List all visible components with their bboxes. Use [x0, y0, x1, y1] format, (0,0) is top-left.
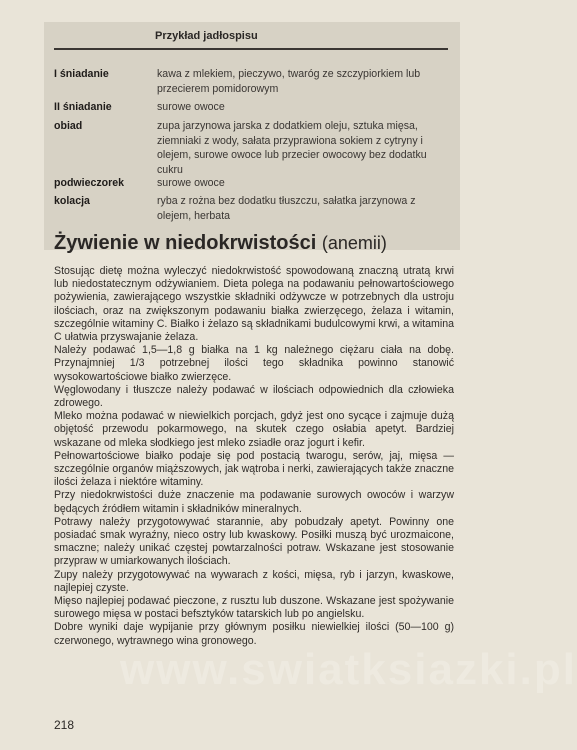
paragraph: Mięso najlepiej podawać pieczone, z rusztu lub duszone. Wskazane jest spożywanie surowego mięsa w postaci befsztyków tatarskich lub po angielsku. [54, 595, 454, 621]
menu-row-label: kolacja [54, 195, 90, 207]
paragraph: Przy niedokrwistości duże znaczenie ma podawanie surowych owoców i warzyw będących źródłem witamin i składników mineralnych. [54, 489, 454, 515]
menu-row-desc: surowe owoce [157, 177, 225, 189]
menu-row [54, 194, 454, 224]
menu-row-desc: zupa jarzynowa jarska z dodatkiem oleju, sztuka mięsa, ziemniaki z wody, sałata przyprawiona sokiem z cytryny i olejem, surowe owoce lub przecier owocowy bez dodatku cukru [157, 120, 427, 176]
paragraph: Pełnowartościowe białko podaje się pod postacią twarogu, serów, jaj, mięsa — szczególnie organów miąższowych, jak wątroba i nerki, zawierających także znaczne ilości żelaza i niektóre witaminy. [54, 449, 454, 489]
page-number: 218 [54, 718, 75, 732]
menu-row-label: II śniadanie [54, 101, 112, 113]
paragraph: Potrawy należy przygotowywać starannie, aby pobudzały apetyt. Powinny one posiadać smak wyraźny, nieco ostry lub kwaskowy. Posiłki muszą być urozmaicone, smaczne; należy unikać częstej powtarzalności potraw. Wskazane jest stosowanie przypraw w umiarkowanych ilościach. [54, 515, 454, 568]
section-title-paren: (anemii) [321, 233, 387, 253]
menu-top-rule [54, 48, 448, 50]
paragraph: Zupy należy przygotowywać na wywarach z kości, mięsa, ryb i jarzyn, kwaskowe, najlepiej czyste. [54, 568, 454, 594]
paragraph: Stosując dietę można wyleczyć niedokrwistość spowodowaną znaczną utratą krwi lub niedostatecznym odżywianiem. Dieta polega na podawaniu pełnowartościowego pożywienia, zawierającego wszystkie składniki odżywcze w potrzebnych dla ustroju ilościach, oraz na zwiększonym podawaniu białka zwierzęcego, żelaza i witamin, szczególnie witaminy C. Białko i żelazo są składnikami budulcowymi krwi, a witamina C ułatwia przyswajanie żelaza. [54, 265, 454, 344]
paragraph: Dobre wyniki daje wypijanie przy głównym posiłku niewielkiej ilości (50—100 g) czerwonego, wytrawnego wina gronowego. [54, 621, 454, 647]
watermark: www.swiatksiazki.pl [120, 645, 577, 694]
section-title: Żywienie w niedokrwistości [54, 232, 317, 254]
menu-row-desc: kawa z mlekiem, pieczywo, twaróg ze szczypiorkiem lub przecierem pomidorowym [157, 68, 421, 95]
paragraph: Węglowodany i tłuszcze należy podawać w ilościach odpowiednich dla człowieka zdrowego. [54, 383, 454, 410]
body-text [54, 265, 454, 648]
menu-row-desc: ryba z rożna bez dodatku tłuszczu, sałatka jarzynowa z olejem, herbata [157, 195, 416, 222]
menu-row-label: I śniadanie [54, 68, 109, 80]
section-heading [54, 232, 387, 255]
menu-row-label: podwieczorek [54, 177, 125, 189]
menu-row-desc: surowe owoce [157, 101, 225, 113]
menu-row [54, 100, 454, 115]
menu-row [54, 176, 454, 191]
menu-row [54, 119, 454, 177]
menu-header: Przykład jadłospisu [155, 30, 258, 42]
menu-row [54, 67, 454, 97]
menu-row-label: obiad [54, 120, 83, 132]
paragraph: Mleko można podawać w niewielkich porcjach, gdyż jest ono sycące i zajmuje dużą objętość przewodu pokarmowego, na skutek czego osłabia apetyt. Bardziej wskazane od mleka słodkiego jest mleko zsiadłe oraz jogurt i kefir. [54, 410, 454, 449]
paragraph: Należy podawać 1,5—1,8 g białka na 1 kg należnego ciężaru ciała na dobę. Przynajmniej 1/3 potrzebnej ilości tego składnika powinno stanowić wysokowartościowe białko zwierzęce. [54, 344, 454, 383]
